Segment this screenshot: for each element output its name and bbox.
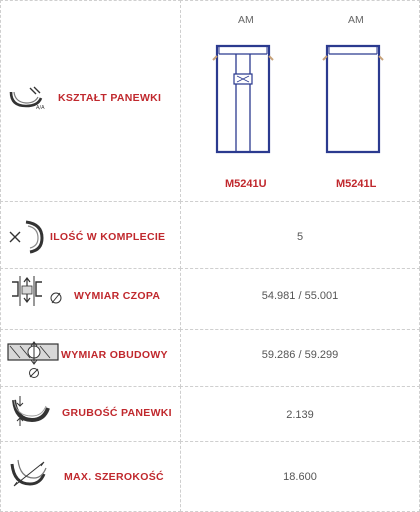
lower-part-code: M5241L <box>336 178 377 190</box>
value-quantity: 5 <box>296 231 304 243</box>
bearing-quantity-icon <box>8 220 48 254</box>
lower-tag: AM <box>348 14 364 26</box>
lower-bearing-shell-drawing <box>323 42 383 156</box>
journal-diameter-icon <box>8 272 68 310</box>
upper-part-code: M5241U <box>225 178 267 190</box>
bearing-shell-shape-icon <box>8 84 48 110</box>
housing-diameter-icon <box>6 338 62 380</box>
value-journal-diameter: 54.981 / 55.001 <box>261 290 339 302</box>
upper-tag: AM <box>238 14 254 26</box>
upper-bearing-shell-drawing <box>213 42 273 156</box>
label-max-width: MAX. SZEROKOŚĆ <box>64 471 164 483</box>
label-shell-thickness: GRUBOŚĆ PANEWKI <box>62 407 172 419</box>
svg-text:A/A: A/A <box>36 105 45 111</box>
label-housing-diameter: WYMIAR OBUDOWY <box>61 349 168 361</box>
max-width-icon <box>8 456 50 492</box>
label-journal-diameter: WYMIAR CZOPA <box>74 290 161 302</box>
value-shell-thickness: 2.139 <box>286 409 314 421</box>
shell-thickness-icon <box>10 394 50 428</box>
label-shell-shape: KSZTAŁT PANEWKI <box>58 92 162 104</box>
label-quantity: ILOŚĆ W KOMPLECIE <box>50 231 166 243</box>
value-housing-diameter: 59.286 / 59.299 <box>261 349 339 361</box>
value-max-width: 18.600 <box>283 471 317 483</box>
